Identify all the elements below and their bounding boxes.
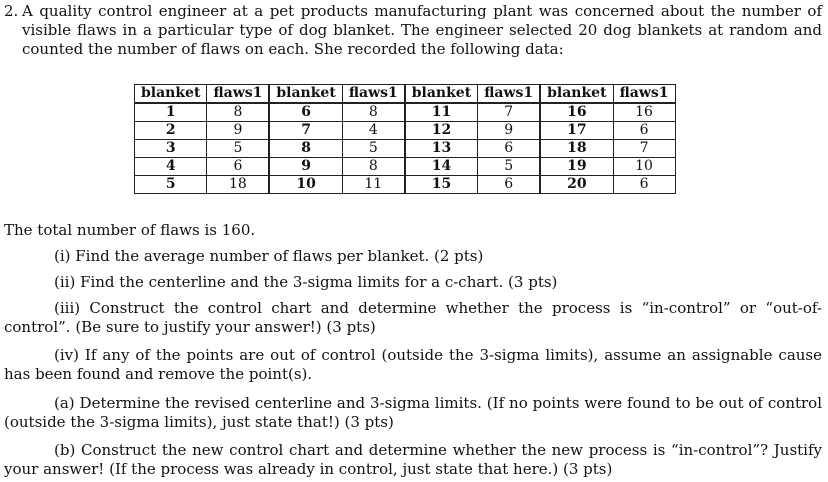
question-iii: (iii) Construct the control chart and determine whether the process is “in-control” or “out-of-control”. (Be sure to justify your answer!) (3 pts) bbox=[4, 299, 822, 336]
question-ii: (ii) Find the centerline and the 3-sigma limits for a c-chart. (3 pts) bbox=[54, 273, 558, 291]
blanket-id-cell: 6 bbox=[269, 103, 342, 122]
blanket-id-cell: 12 bbox=[405, 122, 478, 140]
blanket-id-cell: 2 bbox=[135, 122, 207, 140]
blanket-id-cell: 17 bbox=[540, 122, 613, 140]
blanket-id-cell: 19 bbox=[540, 158, 613, 176]
blanket-id-cell: 5 bbox=[135, 176, 207, 194]
blanket-id-cell: 3 bbox=[135, 140, 207, 158]
flaws-count-cell: 8 bbox=[207, 103, 269, 122]
blanket-id-cell: 18 bbox=[540, 140, 613, 158]
flaws-count-cell: 6 bbox=[613, 122, 675, 140]
flaws-count-cell: 6 bbox=[207, 158, 269, 176]
flaws-count-cell: 10 bbox=[613, 158, 675, 176]
flaws-count-cell: 6 bbox=[478, 140, 540, 158]
col-header-blanket: blanket bbox=[135, 85, 207, 104]
flaws-count-cell: 9 bbox=[207, 122, 269, 140]
question-i: (i) Find the average number of flaws per blanket. (2 pts) bbox=[54, 247, 484, 265]
flaws-count-cell: 9 bbox=[478, 122, 540, 140]
table-row bbox=[135, 122, 676, 140]
flaws-count-cell: 5 bbox=[478, 158, 540, 176]
blanket-id-cell: 11 bbox=[405, 103, 478, 122]
flaws-count-cell: 7 bbox=[478, 103, 540, 122]
blanket-id-cell: 15 bbox=[405, 176, 478, 194]
flaws-count-cell: 11 bbox=[342, 176, 404, 194]
blanket-id-cell: 13 bbox=[405, 140, 478, 158]
col-header-flaws: flaws1 bbox=[613, 85, 675, 104]
col-header-blanket: blanket bbox=[540, 85, 613, 104]
blanket-id-cell: 4 bbox=[135, 158, 207, 176]
blanket-id-cell: 8 bbox=[269, 140, 342, 158]
total-flaws: The total number of flaws is 160. bbox=[4, 221, 256, 239]
question-iv-a: (a) Determine the revised centerline and 3-sigma limits. (If no points were found to be out of control (outside the 3-sigma limits), just state that!) (3 pts) bbox=[4, 394, 822, 431]
col-header-flaws: flaws1 bbox=[207, 85, 269, 104]
flaws-table bbox=[134, 84, 676, 194]
flaws-count-cell: 18 bbox=[207, 176, 269, 194]
table-row bbox=[135, 176, 676, 194]
flaws-count-cell: 4 bbox=[342, 122, 404, 140]
col-header-blanket: blanket bbox=[269, 85, 342, 104]
flaws-count-cell: 5 bbox=[342, 140, 404, 158]
flaws-count-cell: 16 bbox=[613, 103, 675, 122]
table-row bbox=[135, 158, 676, 176]
flaws-count-cell: 6 bbox=[613, 176, 675, 194]
flaws-count-cell: 6 bbox=[478, 176, 540, 194]
problem-number: 2. bbox=[4, 2, 19, 20]
flaws-count-cell: 8 bbox=[342, 103, 404, 122]
blanket-id-cell: 14 bbox=[405, 158, 478, 176]
blanket-id-cell: 7 bbox=[269, 122, 342, 140]
flaws-count-cell: 8 bbox=[342, 158, 404, 176]
blanket-id-cell: 16 bbox=[540, 103, 613, 122]
question-iv-b: (b) Construct the new control chart and determine whether the new process is “in-control”? Justify your answer! (If the process was already in control, just state that here.) (3 pts) bbox=[4, 441, 822, 478]
problem-statement: A quality control engineer at a pet products manufacturing plant was concerned about the number of visible flaws in a particular type of dog blanket. The engineer selected 20 dog blankets at random and counted the number of flaws on each. She recorded the following data: bbox=[22, 2, 822, 58]
blanket-id-cell: 20 bbox=[540, 176, 613, 194]
blanket-id-cell: 1 bbox=[135, 103, 207, 122]
blanket-id-cell: 9 bbox=[269, 158, 342, 176]
flaws-count-cell: 5 bbox=[207, 140, 269, 158]
table-header-row bbox=[135, 85, 676, 104]
col-header-flaws: flaws1 bbox=[342, 85, 404, 104]
table-row bbox=[135, 140, 676, 158]
col-header-flaws: flaws1 bbox=[478, 85, 540, 104]
question-iv: (iv) If any of the points are out of control (outside the 3-sigma limits), assume an assignable cause has been found and remove the point(s). bbox=[4, 346, 822, 383]
table-row bbox=[135, 103, 676, 122]
blanket-id-cell: 10 bbox=[269, 176, 342, 194]
col-header-blanket: blanket bbox=[405, 85, 478, 104]
flaws-count-cell: 7 bbox=[613, 140, 675, 158]
